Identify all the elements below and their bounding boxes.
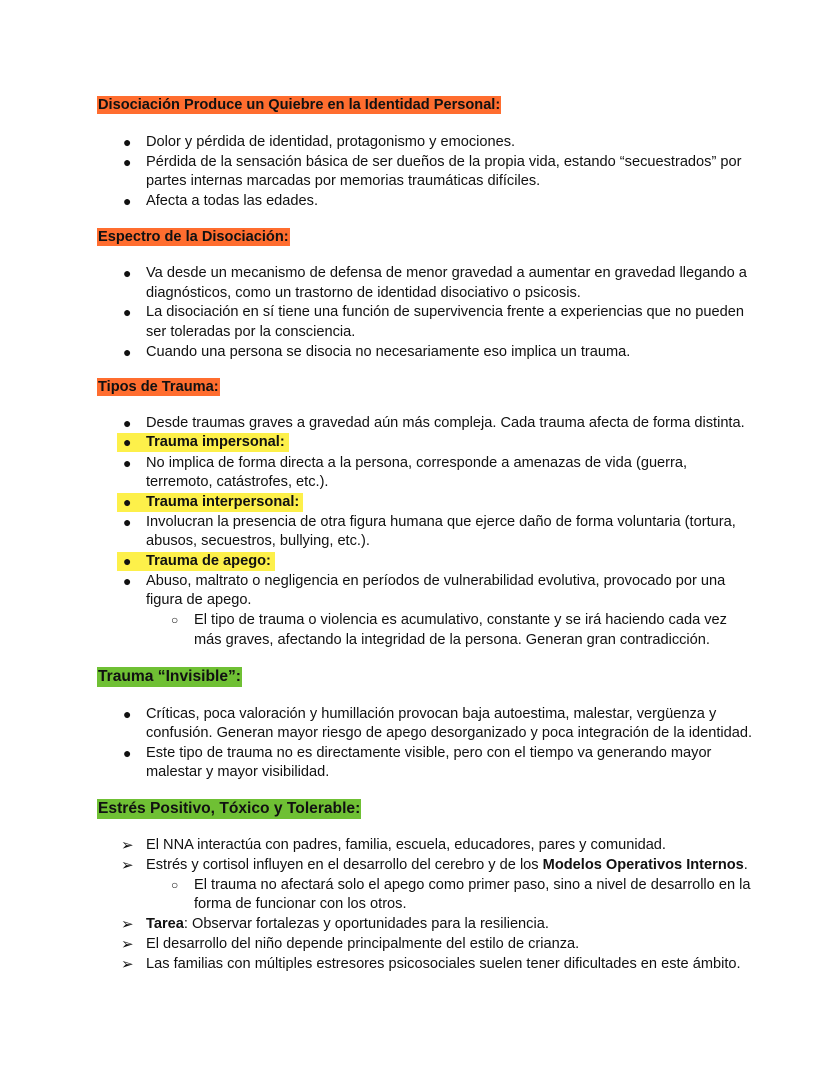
arrow-bullet-icon: ➢ bbox=[121, 916, 134, 933]
arrow-bullet-icon: ➢ bbox=[121, 956, 134, 973]
bullet-icon: ● bbox=[123, 304, 132, 320]
section-heading-disociacion: Disociación Produce un Quiebre en la Identidad Personal: bbox=[98, 97, 501, 113]
section-heading-estres: Estrés Positivo, Tóxico y Tolerable: bbox=[98, 800, 361, 817]
sub-bullet-icon: ○ bbox=[171, 613, 179, 627]
sub-list-item-continuation: forma de funcionar con los otros. bbox=[194, 896, 407, 912]
bullet-icon: ● bbox=[123, 494, 132, 510]
list-item: Afecta a todas las edades. bbox=[146, 193, 318, 209]
list-item: Dolor y pérdida de identidad, protagonismo y emociones. bbox=[146, 134, 516, 150]
list-item-continuation: malestar y mayor visibilidad. bbox=[146, 764, 330, 780]
sub-list-item: El trauma no afectará solo el apego como primer paso, sino a nivel de desarrollo en la bbox=[194, 877, 751, 893]
bullet-icon: ● bbox=[123, 265, 132, 281]
list-item: Las familias con múltiples estresores psicosociales suelen tener dificultades en este ámbito. bbox=[146, 956, 741, 972]
arrow-bullet-icon: ➢ bbox=[121, 857, 134, 874]
bullet-icon: ● bbox=[123, 344, 132, 360]
list-item-continuation: diagnósticos, como un trastorno de identidad disociativo o psicosis. bbox=[146, 285, 581, 301]
bullet-icon: ● bbox=[123, 455, 132, 471]
list-item bbox=[146, 915, 549, 934]
section-heading-trauma-invisible: Trauma “Invisible”: bbox=[98, 668, 241, 685]
list-item: Va desde un mecanismo de defensa de menor gravedad a aumentar en gravedad llegando a bbox=[146, 265, 747, 281]
sub-bullet-icon: ○ bbox=[171, 878, 179, 892]
bullet-icon: ● bbox=[123, 745, 132, 761]
list-item-continuation: confusión. Generan mayor riesgo de apego desorganizado y poca integración de la identidad. bbox=[146, 725, 753, 741]
highlighted-subheading: Trauma de apego: bbox=[146, 553, 271, 569]
list-item-continuation: figura de apego. bbox=[146, 592, 252, 608]
list-item bbox=[146, 856, 748, 875]
highlighted-subheading: Trauma impersonal: bbox=[146, 434, 285, 450]
bullet-icon: ● bbox=[123, 193, 132, 209]
bold-term: Tarea bbox=[146, 916, 184, 932]
bullet-icon: ● bbox=[123, 415, 132, 431]
highlighted-subheading: Trauma interpersonal: bbox=[146, 494, 300, 510]
list-item: Críticas, poca valoración y humillación provocan baja autoestima, malestar, vergüenza y bbox=[146, 706, 717, 722]
bullet-icon: ● bbox=[123, 134, 132, 150]
list-item: La disociación en sí tiene una función de supervivencia frente a experiencias que no pueden bbox=[146, 304, 744, 320]
list-item-text: Estrés y cortisol influyen en el desarrollo del cerebro y de los bbox=[146, 857, 543, 873]
list-item-continuation: partes internas marcadas por memorias traumáticas difíciles. bbox=[146, 173, 541, 189]
section-heading-espectro: Espectro de la Disociación: bbox=[98, 229, 289, 245]
bold-term: Modelos Operativos Internos bbox=[542, 857, 744, 873]
list-item-text: : Observar fortalezas y oportunidades para la resiliencia. bbox=[183, 916, 549, 932]
list-item: Involucran la presencia de otra figura humana que ejerce daño de forma voluntaria (tortura, bbox=[146, 514, 736, 530]
list-item: Pérdida de la sensación básica de ser dueños de la propia vida, estando “secuestrados” por bbox=[146, 154, 742, 170]
list-item: Desde traumas graves a gravedad aún más compleja. Cada trauma afecta de forma distinta. bbox=[146, 415, 745, 431]
sub-list-item-continuation: más graves, afectando la integridad de la persona. Generan gran contradicción. bbox=[194, 632, 710, 648]
bullet-icon: ● bbox=[123, 154, 132, 170]
bullet-icon: ● bbox=[123, 573, 132, 589]
list-item: El NNA interactúa con padres, familia, escuela, educadores, pares y comunidad. bbox=[146, 837, 666, 853]
list-item: Abuso, maltrato o negligencia en períodos de vulnerabilidad evolutiva, provocado por una bbox=[146, 573, 726, 589]
arrow-bullet-icon: ➢ bbox=[121, 837, 134, 854]
bullet-icon: ● bbox=[123, 514, 132, 530]
list-item-continuation: ser toleradas por la consciencia. bbox=[146, 324, 356, 340]
list-item-text: . bbox=[743, 857, 748, 873]
list-item: El desarrollo del niño depende principalmente del estilo de crianza. bbox=[146, 936, 580, 952]
arrow-bullet-icon: ➢ bbox=[121, 936, 134, 953]
list-item: No implica de forma directa a la persona, corresponde a amenazas de vida (guerra, bbox=[146, 455, 688, 471]
bullet-icon: ● bbox=[123, 434, 132, 450]
list-item: Este tipo de trauma no es directamente visible, pero con el tiempo va generando mayor bbox=[146, 745, 712, 761]
list-item: Cuando una persona se disocia no necesariamente eso implica un trauma. bbox=[146, 344, 631, 360]
sub-list-item: El tipo de trauma o violencia es acumulativo, constante y se irá haciendo cada vez bbox=[194, 612, 727, 628]
bullet-icon: ● bbox=[123, 706, 132, 722]
list-item-continuation: abusos, secuestros, bullying, etc.). bbox=[146, 533, 370, 549]
section-heading-tipos-de-trauma: Tipos de Trauma: bbox=[98, 379, 219, 395]
bullet-icon: ● bbox=[123, 553, 132, 569]
list-item-continuation: terremoto, catástrofes, etc.). bbox=[146, 474, 329, 490]
